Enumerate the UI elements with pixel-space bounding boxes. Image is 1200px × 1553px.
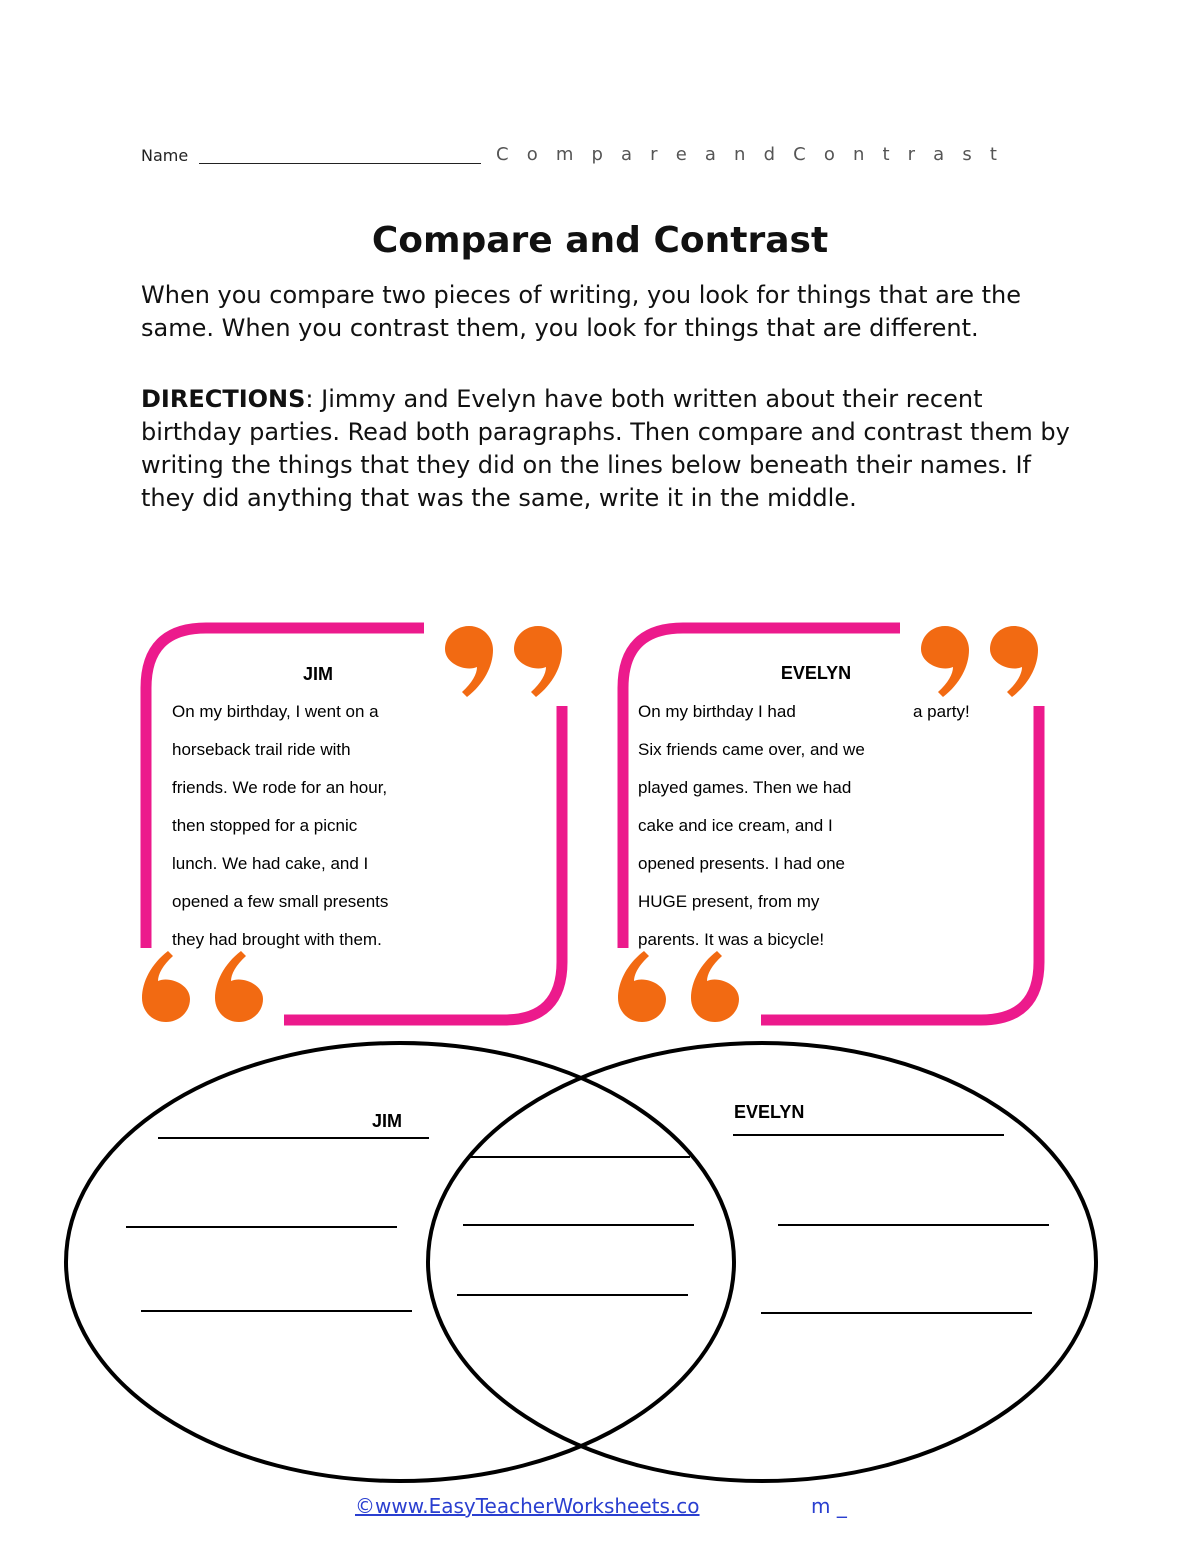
page-title: Compare and Contrast <box>371 220 829 261</box>
evelyn-paragraph-line: On my birthday I had <box>638 702 796 721</box>
jim-open-quote-icon <box>142 951 263 1022</box>
evelyn-paragraph-line: a party! <box>913 702 970 721</box>
name-label: Name <box>141 146 189 165</box>
venn-left-label: JIM <box>372 1111 403 1131</box>
jim-paragraph-line: On my birthday, I went on a <box>172 702 379 721</box>
jim-paragraph-line: lunch. We had cake, and I <box>172 854 369 873</box>
evelyn-paragraph-line: cake and ice cream, and I <box>638 816 833 835</box>
directions-label: DIRECTIONS <box>141 385 306 413</box>
directions-text: : Jimmy and Evelyn have both written about their recent birthday parties. Read both paragraphs. Then compare and contrast them by writing the things that they did on the lines below beneath their names. If they did anything that was the same, write it in the middle. <box>141 385 1070 512</box>
evelyn-paragraph-line: played games. Then we had <box>638 778 852 797</box>
evelyn-close-quote-icon <box>921 626 1038 697</box>
evelyn-card-name: EVELYN <box>780 663 852 683</box>
venn-right-label: EVELYN <box>734 1102 805 1122</box>
intro-paragraph: When you compare two pieces of writing, you look for things that are the same. When you contrast them, you look for things that are different. <box>141 281 1022 342</box>
footer-link-tail[interactable]: m _ <box>811 1494 847 1518</box>
jim-card-name: JIM <box>302 664 334 684</box>
venn-left-circle <box>66 1043 734 1481</box>
jim-paragraph-line: then stopped for a picnic <box>172 816 358 835</box>
jim-paragraph-line: they had brought with them. <box>172 930 382 949</box>
header-topic: C o m p a r e a n d C o n t r a s t <box>496 144 1004 165</box>
evelyn-paragraph-line: HUGE present, from my <box>638 892 820 911</box>
footer-website-link[interactable]: ©www.EasyTeacherWorksheets.co <box>355 1494 700 1518</box>
jim-close-quote-icon <box>445 626 562 697</box>
jim-paragraph-line: horseback trail ride with <box>172 740 351 759</box>
evelyn-open-quote-icon <box>618 951 739 1022</box>
evelyn-paragraph-line: opened presents. I had one <box>638 854 845 873</box>
jim-paragraph-line: opened a few small presents <box>172 892 389 911</box>
evelyn-paragraph-line: Six friends came over, and we <box>638 740 865 759</box>
jim-paragraph-line: friends. We rode for an hour, <box>172 778 388 797</box>
evelyn-paragraph-line: parents. It was a bicycle! <box>638 930 825 949</box>
